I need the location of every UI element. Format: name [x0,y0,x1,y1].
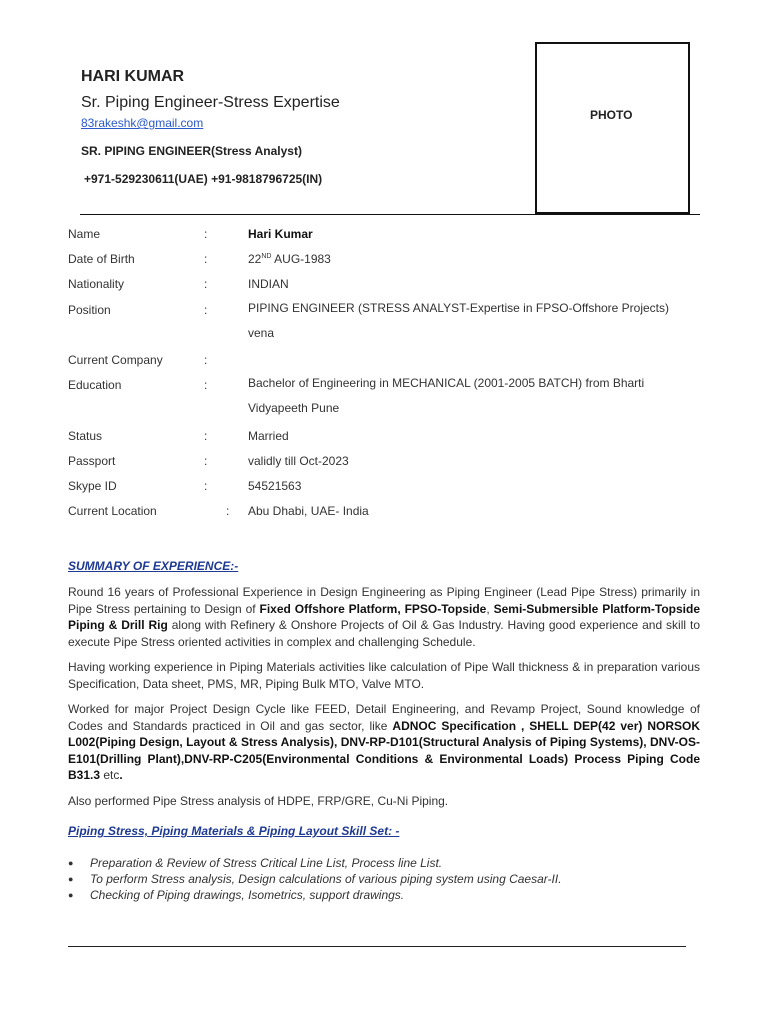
list-item [68,855,708,871]
colon: : [204,353,208,367]
nationality-value: INDIAN [248,277,289,291]
list-item [68,887,708,903]
summary-text: Worked for major Project Design Cycle like FEED, Detail Engineering, and Revamp Project, Sound knowledge of Codes and Standards practiced in Oil and gas sector, like [68,702,700,733]
education-value: Bachelor of Engineering in MECHANICAL (2001-2005 BATCH) from Bharti Vidyapeeth Pune [248,376,645,415]
skills-heading: Piping Stress, Piping Materials & Piping Layout Skill Set: - [68,824,400,838]
colon: : [226,504,230,518]
bullet-icon: ● [68,858,74,868]
candidate-role: SR. PIPING ENGINEER(Stress Analyst) [81,144,302,158]
summary-paragraph-3 [68,701,700,784]
photo-placeholder [535,42,690,214]
dob-suffix: ND [261,253,272,260]
summary-paragraph-1 [68,584,700,650]
header-divider [80,214,700,215]
colon: : [204,227,208,241]
location-value: Abu Dhabi, UAE- India [248,504,369,518]
list-item [68,871,708,887]
summary-text: Round 16 years of Professional Experience in Design Engineering as Piping Engineer (Lead Pipe Stress) primarily in Pipe Stress pertaining to Design of [68,585,700,616]
candidate-title: Sr. Piping Engineer-Stress Expertise [81,94,340,111]
phone-numbers: +971-529230611(UAE) +91-9818796725(IN) [84,172,323,186]
photo-label: PHOTO [590,108,633,122]
colon: : [204,252,208,266]
skype-value: 54521563 [248,479,302,493]
list-item-text: Checking of Piping drawings, Isometrics, support drawings. [90,888,405,902]
education-label: Education [68,378,122,392]
location-label: Current Location [68,504,157,518]
summary-highlight: Semi-Submersible Platform-Topside Piping & Drill Rig [68,601,700,632]
colon: : [204,277,208,291]
summary-paragraph-4: Also performed Pipe Stress analysis of HDPE, FRP/GRE, Cu-Ni Piping. [68,794,449,808]
position-label: Position [68,303,111,317]
colon: : [204,454,208,468]
skype-label: Skype ID [68,479,117,493]
bullet-icon: ● [68,874,74,884]
summary-text: along with Refinery & Onshore Projects of Oil & Gas Industry. Having good experience and skill to execute Pipe Stress oriented activities in complex and challenging Schedule. [68,618,700,649]
name-label: Name [68,227,101,241]
list-item-text: Preparation & Review of Stress Critical Line List, Process line List. [90,856,443,870]
summary-text: etc [100,768,120,782]
position-value: PIPING ENGINEER (STRESS ANALYST-Expertise in FPSO-Offshore Projects) vena [248,301,670,340]
dob-month-year: AUG-1983 [271,252,331,266]
nationality-label: Nationality [68,277,125,291]
colon: : [204,378,208,392]
summary-text: . [119,768,123,782]
dob-label: Date of Birth [68,252,135,266]
passport-value: validly till Oct-2023 [248,454,349,468]
status-label: Status [68,429,103,443]
dob-day: 22 [248,252,262,266]
list-item-text: To perform Stress analysis, Design calculations of various piping system using Caesar-II. [90,872,562,886]
email-link[interactable]: 83rakeshk@gmail.com [81,116,204,130]
summary-highlight: Fixed Offshore Platform, FPSO-Topside [259,601,487,616]
colon: : [204,303,208,317]
status-value: Married [248,429,289,443]
company-label: Current Company [68,353,163,367]
summary-paragraph-2: Having working experience in Piping Materials activities like calculation of Pipe Wall thickness & in preparation various Specification, Data sheet, PMS, MR, Piping Bulk MTO, Valve MTO. [68,660,700,691]
dob-value [248,252,331,266]
footer-divider [68,946,686,947]
summary-heading: SUMMARY OF EXPERIENCE:- [68,559,239,573]
name-value: Hari Kumar [248,227,313,241]
summary-text: , [486,601,494,616]
colon: : [204,429,208,443]
skills-list [68,855,708,903]
candidate-name: HARI KUMAR [81,68,185,85]
passport-label: Passport [68,454,116,468]
colon: : [204,479,208,493]
bullet-icon: ● [68,890,74,900]
summary-highlight: ADNOC Specification , SHELL DEP(42 ver) NORSOK L002(Piping Design, Layout & Stress Analysis), DNV-RP-D101(Structural Analysis of Piping Systems), DNV-OS-E101(Drilling Plant),DNV-RP-C205(Environmental Conditions & Environmental Loads) Process Piping Code B31.3 [68,718,700,782]
